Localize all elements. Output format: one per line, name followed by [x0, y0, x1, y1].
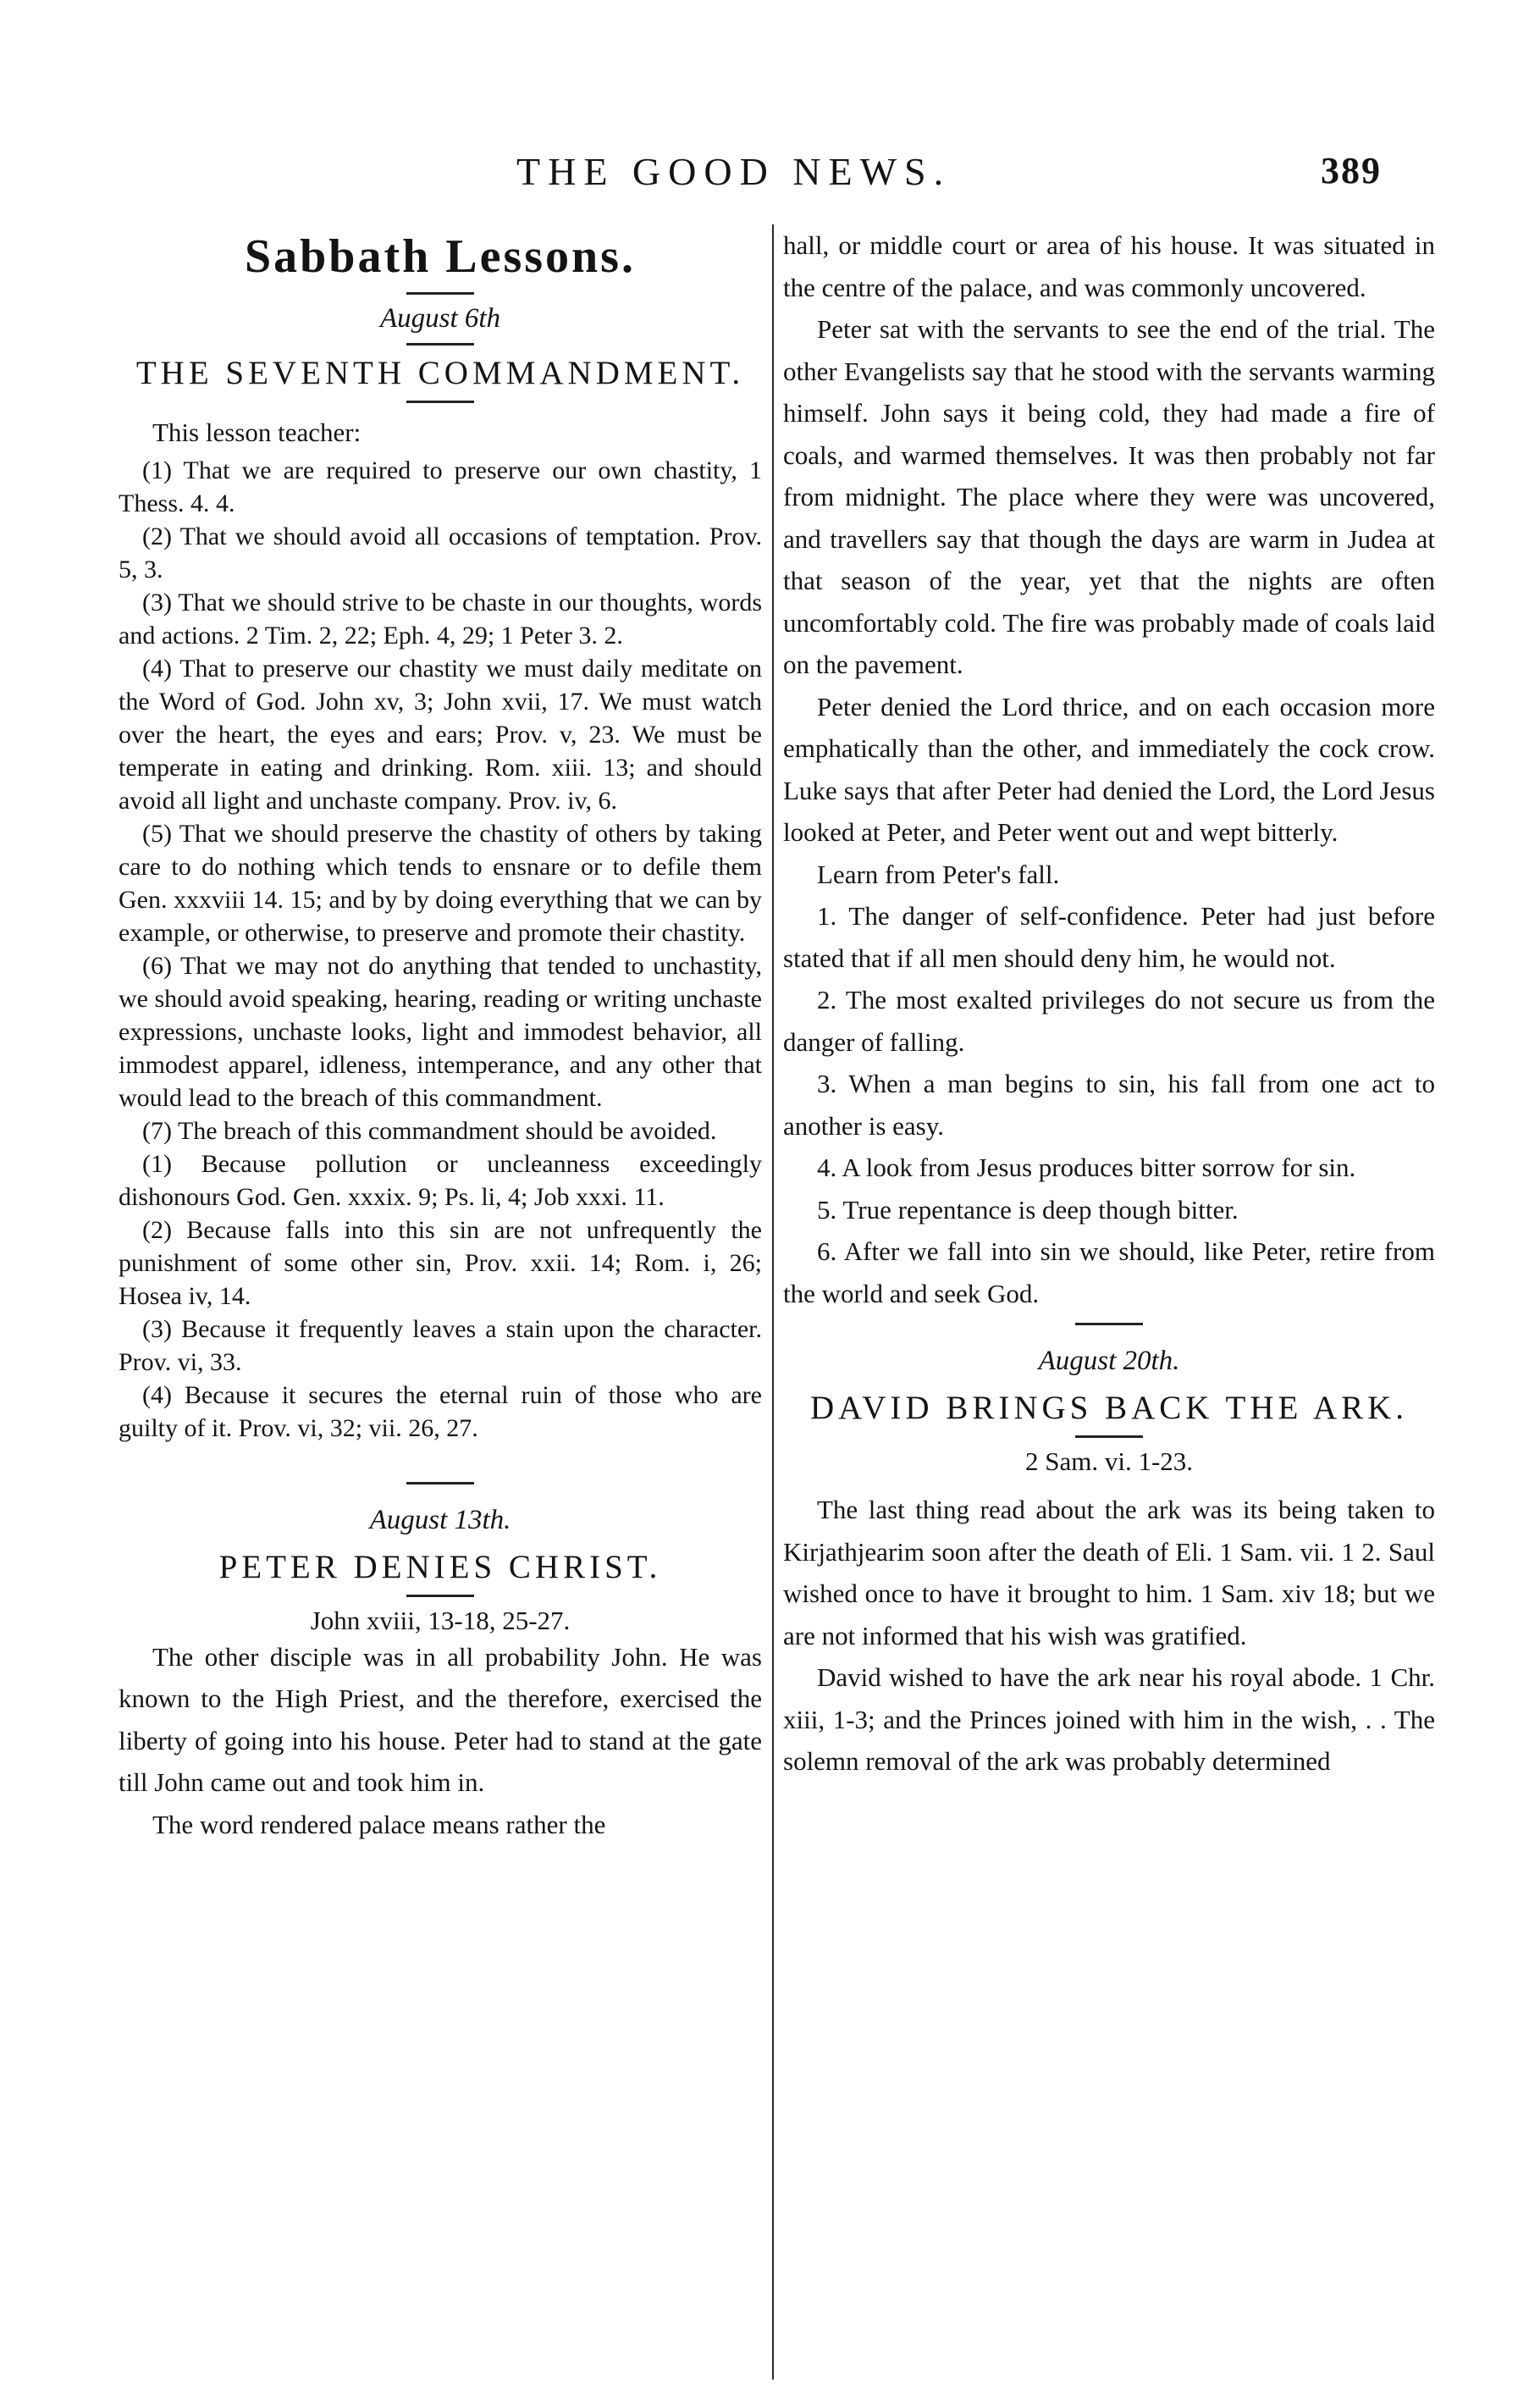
- body-paragraph: The other disciple was in all probability John. He was known to the High Priest, and the therefore, exercised the liberty of going into his house. Peter had to stand at the gate till John came out and took him in.: [119, 1641, 762, 1797]
- left-column: [119, 224, 762, 1845]
- body-paragraph: hall, or middle court or area of his house. It was situated in the centre of the palace, and was commonly uncovered.: [783, 230, 1435, 302]
- lesson-date: August 6th: [379, 303, 501, 334]
- lesson-title: DAVID BRINGS BACK THE ARK.: [809, 1390, 1409, 1426]
- lesson-point: (2) That we should avoid all occasions of temptation. Prov. 5, 3.: [119, 522, 762, 583]
- section-heading: Sabbath Lessons.: [245, 230, 636, 283]
- heading-rule: [406, 343, 474, 346]
- heading-rule: [406, 401, 474, 403]
- lesson-subpoint: (4) Because it secures the eternal ruin of those who are guilty of it. Prov. vi, 32; vii. 26, 27.: [119, 1380, 762, 1442]
- lesson-point: (6) That we may not do anything that tended to unchastity, we should avoid speaking, hearing, reading or writing unchaste expressions, unchaste looks, light and immodest behavior, all immodest apparel, idleness, intemperance, and any other that would lead to the breach of this commandment.: [119, 951, 762, 1112]
- heading-rule: [406, 1595, 474, 1597]
- lesson-point: (7) The breach of this commandment should be avoided.: [142, 1116, 717, 1145]
- learn-point: 4. A look from Jesus produces bitter sorrow for sin.: [817, 1153, 1356, 1182]
- body-paragraph: Peter denied the Lord thrice, and on each occasion more emphatically than the other, and immediately the cock crow. Luke says that after Peter had denied the Lord, the Lord Jesus looked at Peter, and Peter went out and wept bitterly.: [783, 691, 1435, 847]
- lesson-point: (5) That we should preserve the chastity of others by taking care to do nothing which tends to ensnare or to defile them Gen. xxxviii 14. 15; and by by doing everything that we can by example, or otherwise, to preserve and promote their chastity.: [119, 819, 762, 947]
- column-divider: [772, 224, 774, 2380]
- section-rule: [1075, 1323, 1143, 1325]
- lesson-date: August 13th.: [369, 1504, 511, 1535]
- learn-point: 5. True repentance is deep though bitter.: [817, 1194, 1239, 1225]
- body-paragraph: David wished to have the ark near his royal abode. 1 Chr. xiii, 1-3; and the Princes joined with him in the wish, . . The solemn removal of the ark was probably determined: [783, 1662, 1435, 1776]
- learn-point: 6. After we fall into sin we should, like Peter, retire from the world and seek God.: [783, 1236, 1435, 1308]
- learn-point: 3. When a man begins to sin, his fall from one act to another is easy.: [783, 1069, 1435, 1141]
- body-paragraph: Peter sat with the servants to see the end of the trial. The other Evangelists say that he stood with the servants warming himself. John says it being cold, they had made a fire of coals, and warmed themselves. It was then probably not far from midnight. The place where they were was uncovered, and travellers say that though the days are warm in Judea at that season of the year, yet that the nights are often uncomfortably cold. The fire was probably made of coals laid on the pavement.: [783, 314, 1435, 679]
- lesson-intro: This lesson teacher:: [152, 417, 362, 447]
- lesson-subpoint: (1) Because pollution or uncleanness exceedingly dishonours God. Gen. xxxix. 9; Ps. li, 4; Job xxxi. 11.: [119, 1149, 762, 1211]
- section-rule: [406, 1482, 474, 1484]
- lesson-date: August 20th.: [1038, 1346, 1180, 1376]
- body-paragraph: The word rendered palace means rather the: [152, 1809, 606, 1839]
- lesson-point: (3) That we should strive to be chaste in our thoughts, words and actions. 2 Tim. 2, 22; Eph. 4, 29; 1 Peter 3. 2.: [119, 588, 762, 650]
- learn-point: 2. The most exalted privileges do not secure us from the danger of falling.: [783, 985, 1435, 1057]
- learn-point: 1. The danger of self-confidence. Peter had just before stated that if all men should deny him, he would not.: [783, 901, 1435, 973]
- lesson-point: (4) That to preserve our chastity we must daily meditate on the Word of God. John xv, 3; John xvii, 17. We must watch over the heart, the eyes and ears; Prov. v, 23. We must be temperate in eating and drinking. Rom. xiii. 13; and should avoid all light and unchaste company. Prov. iv, 6.: [119, 654, 762, 815]
- lesson-subpoint: (2) Because falls into this sin are not unfrequently the punishment of some other sin, Prov. xxii. 14; Rom. i, 26; Hosea iv, 14.: [119, 1215, 762, 1310]
- right-column: [783, 224, 1435, 1783]
- running-header: [0, 149, 1540, 200]
- lesson-title: THE SEVENTH COMMANDMENT.: [135, 355, 745, 391]
- lesson-point: (1) That we are required to preserve our own chastity, 1 Thess. 4. 4.: [119, 456, 762, 517]
- heading-rule: [1075, 1435, 1143, 1438]
- learn-heading: Learn from Peter's fall.: [817, 859, 1060, 889]
- page-number: 389: [1321, 150, 1382, 191]
- heading-rule: [406, 292, 474, 295]
- scripture-reference: John xviii, 13-18, 25-27.: [310, 1605, 571, 1635]
- publication-title: THE GOOD NEWS.: [516, 150, 952, 193]
- body-paragraph: The last thing read about the ark was its being taken to Kirjathjearim soon after the death of Eli. 1 Sam. vii. 1 2. Saul wished once to have it brought to him. 1 Sam. xiv 18; but we are not informed that his wish was gratified.: [783, 1495, 1435, 1650]
- lesson-subpoint: (3) Because it frequently leaves a stain upon the character. Prov. vi, 33.: [119, 1314, 762, 1376]
- lesson-title: PETER DENIES CHRIST.: [218, 1548, 662, 1585]
- scripture-reference: 2 Sam. vi. 1-23.: [1024, 1446, 1194, 1476]
